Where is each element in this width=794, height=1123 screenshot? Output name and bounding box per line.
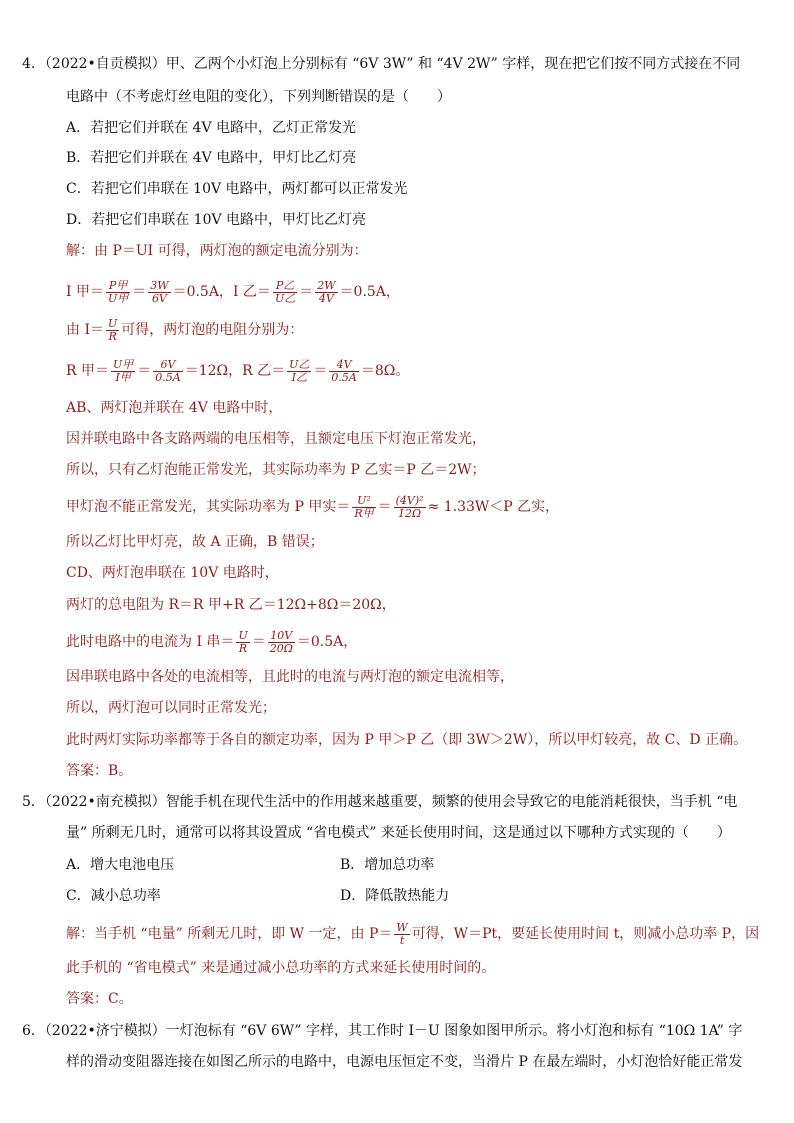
- q4-solution-conclusion-ab: 所以乙灯比甲灯亮，故 A 正确，B 错误；: [66, 534, 324, 550]
- q5-stem-line1: 5．（2022•南充模拟）智能手机在现代生活中的作用越来越重要，频繁的使用会导致它的电能消耗很快，当手机 “电: [22, 794, 738, 810]
- q4-solution-series-current: 此时电路中的电流为 I 串＝ $\frac{U}{R}$ ＝ $\frac{10V}{20\Omega}$ ＝0.5A，: [66, 628, 358, 655]
- q5-option-d: D．降低散热能力: [340, 888, 450, 904]
- q4-solution-ohm: 由 I＝ $\frac{U}{R}$ 可得，两灯泡的电阻分别为：: [66, 316, 304, 343]
- q4-solution-conclusion-cd: 此时两灯实际功率都等于各自的额定功率，因为 P 甲＞P 乙（即 3W＞2W），所以甲灯较亮，故 C、D 正确。: [66, 732, 748, 748]
- fraction: $\frac{4V}{0.5A}$: [331, 357, 357, 384]
- fraction: $\frac{\text{U乙}}{\text{I乙}}$: [289, 357, 310, 384]
- q4-option-b: B．若把它们并联在 4V 电路中，甲灯比乙灯亮: [66, 150, 357, 166]
- q4-solution-both-normal: 所以，两灯泡可以同时正常发光；: [66, 700, 276, 716]
- fraction: $\frac{10V}{20\Omega}$: [269, 628, 293, 655]
- q4-option-a: A．若把它们并联在 4V 电路中，乙灯正常发光: [66, 120, 357, 136]
- q5-option-c: C．减小总功率: [66, 888, 161, 904]
- fraction: $\frac{\text{P乙}}{\text{U乙}}$: [274, 278, 296, 305]
- q4-solution-series-equal: 因串联电路中各处的电流相等，且此时的电流与两灯泡的额定电流相等，: [66, 669, 514, 685]
- fraction: $\frac{3W}{6V}$: [150, 278, 169, 305]
- q4-solution-power-yi: 所以，只有乙灯泡能正常发光，其实际功率为 P 乙实＝P 乙＝2W；: [66, 462, 486, 478]
- q5-solution-line2: 此手机的 “省电模式” 来是通过减小总功率的方式来延长使用时间的。: [66, 960, 496, 976]
- fraction: $\frac{U}{R}$: [238, 628, 248, 655]
- q4-solution-resistance: R 甲＝ $\frac{\text{U甲}}{\text{I甲}}$ ＝ $\frac{6V}{0.5A}$ ＝12Ω，R 乙＝ $\frac{\text{U乙}}{\text{I乙}}$ ＝ $\frac{4V}{0.5A}$ ＝8Ω。: [66, 357, 410, 384]
- q4-option-c: C．若把它们串联在 10V 电路中，两灯都可以正常发光: [66, 181, 408, 197]
- q5-stem-line2: 量” 所剩无几时，通常可以将其设置成 “省电模式” 来延长使用时间，这是通过以下哪种方式实现的（ ）: [66, 825, 731, 841]
- q4-answer: 答案：B。: [66, 763, 133, 779]
- q4-stem-line1: 4．（2022•自贡模拟）甲、乙两个小灯泡上分别标有 “6V 3W” 和 “4V 2W” 字样，现在把它们按不同方式接在不同: [22, 56, 741, 72]
- q4-text: I 甲＝: [66, 284, 104, 300]
- q6-stem-line1: 6．（2022•济宁模拟）一灯泡标有 “6V 6W” 字样，其工作时 I－U 图象如图甲所示。将小灯泡和标有 “10Ω 1A” 字: [22, 1023, 743, 1039]
- q4-solution-line1: 解：由 P＝UI 可得，两灯泡的额定电流分别为：: [66, 243, 368, 259]
- fraction: $\frac{U}{R}$: [107, 316, 118, 343]
- fraction: $\frac{\text{(4V)²}}{12\Omega}$: [395, 493, 424, 520]
- q4-solution-cd: CD、两灯泡串联在 10V 电路时，: [66, 565, 279, 581]
- q4-solution-power-jia: 甲灯泡不能正常发光，其实际功率为 P 甲实＝ $\frac{\text{U²}}{\text{R甲}}$ ＝ $\frac{\text{(4V)²}}{12\Omega}$ ≈ 1.33W＜P 乙实，: [66, 493, 560, 520]
- q4-stem-line2: 电路中（不考虑灯丝电阻的变化），下列判断错误的是（ ）: [66, 89, 451, 105]
- q4-solution-current: I 甲＝ $\frac{\text{P甲}}{\text{U甲}}$ ＝ $\frac{3W}{6V}$ ＝0.5A，I 乙＝ $\frac{\text{P乙}}{\text{U乙}}$ ＝ $\frac{2W}{4V}$ ＝0.5A，: [66, 278, 400, 305]
- q5-solution-line1: 解：当手机 “电量” 所剩无几时，即 W 一定，由 P＝ $\frac{W}{t}$ 可得，W＝Pt，要延长使用时间 t，则减小总功率 P，因: [66, 920, 760, 947]
- q5-option-a: A．增大电池电压: [66, 857, 175, 873]
- q5-option-b: B．增加总功率: [340, 857, 435, 873]
- fraction: $\frac{\text{U甲}}{\text{I甲}}$: [113, 357, 134, 384]
- q5-answer: 答案：C。: [66, 991, 133, 1007]
- q4-solution-total-resistance: 两灯的总电阻为 R＝R 甲+R 乙＝12Ω+8Ω＝20Ω，: [66, 597, 396, 613]
- fraction: $\frac{W}{t}$: [396, 920, 408, 947]
- q4-solution-ab: AB、两灯泡并联在 4V 电路中时，: [66, 400, 283, 416]
- fraction: $\frac{\text{P甲}}{\text{U甲}}$: [107, 278, 129, 305]
- q4-option-d: D．若把它们串联在 10V 电路中，甲灯比乙灯亮: [66, 212, 367, 228]
- q6-stem-line2: 样的滑动变阻器连接在如图乙所示的电路中，电源电压恒定不变，当滑片 P 在最左端时，小灯泡恰好能正常发: [66, 1054, 743, 1070]
- fraction: $\frac{6V}{0.5A}$: [155, 357, 181, 384]
- q4-solution-parallel: 因并联电路中各支路两端的电压相等，且额定电压下灯泡正常发光，: [66, 431, 486, 447]
- fraction: $\frac{\text{U²}}{\text{R甲}}$: [354, 493, 374, 520]
- fraction: $\frac{2W}{4V}$: [317, 278, 336, 305]
